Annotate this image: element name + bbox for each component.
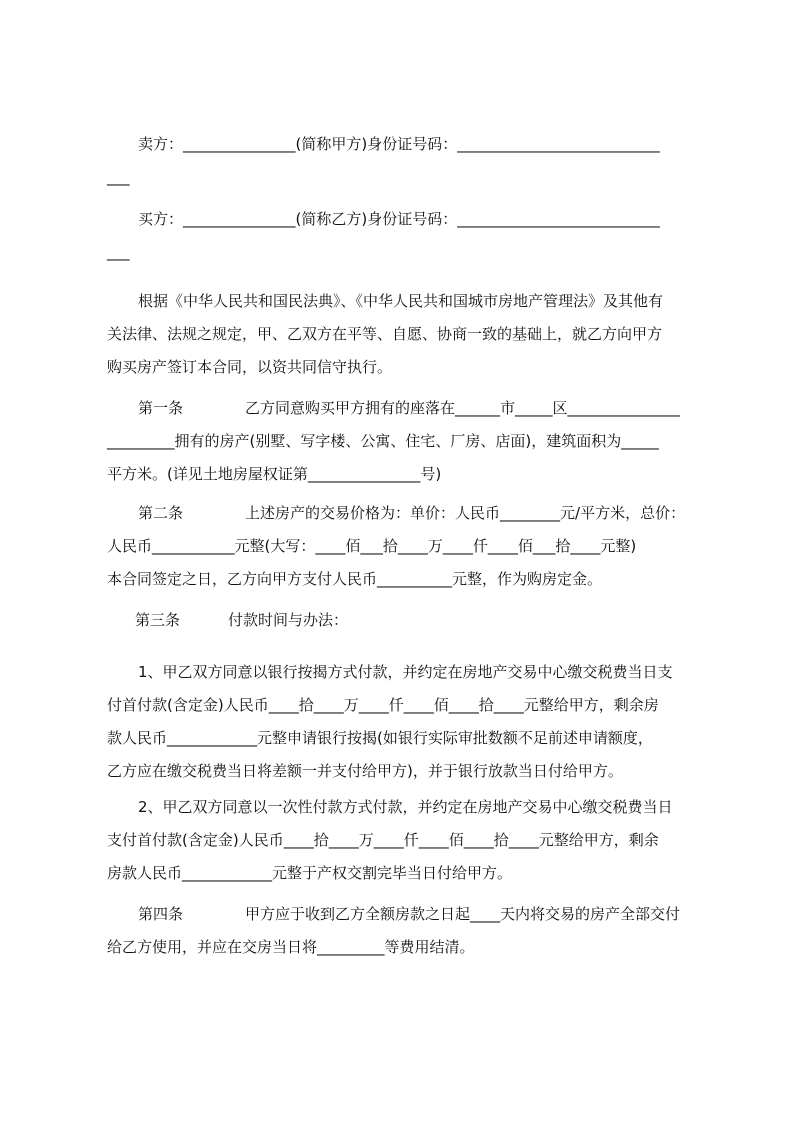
article-2-line-2: 人民币___________元整(大写：____佰___拾____万____仟____佰___拾____元整) <box>107 537 637 555</box>
article-2-heading: 第二条 <box>138 504 184 522</box>
buyer-line-2: ___ <box>107 243 130 261</box>
article-3-title: 付款时间与办法： <box>228 611 349 629</box>
clause-2-line-3: 房款人民币____________元整于产权交割完毕当日付给甲方。 <box>107 864 513 882</box>
article-3 <box>107 604 702 637</box>
clause-2-line-2: 支付首付款(含定金)人民币____拾____万____仟____佰____拾____元整给甲方，剩余 <box>107 831 659 849</box>
article-1 <box>107 392 702 491</box>
clause-1-line-1: 1、甲乙双方同意以银行按揭方式付款，并约定在房地产交易中心缴交税费当日支 <box>138 663 673 681</box>
clause-1-line-3: 款人民币____________元整申请银行按揭(如银行实际审批数额不足前述申请额度， <box>107 729 653 747</box>
seller-line-2: ___ <box>107 168 130 186</box>
article-2-line-1: 上述房产的交易价格为：单价：人民币________元/平方米，总价： <box>245 504 686 522</box>
seller-paragraph <box>107 128 702 194</box>
article-3-heading: 第三条 <box>135 611 181 629</box>
article-1-line-1: 乙方同意购买甲方拥有的座落在______市_____区_______________ <box>245 399 681 417</box>
preamble-line-2: 关法律、法规之规定，甲、乙双方在平等、自愿、协商一致的基础上，就乙方向甲方 <box>107 325 663 343</box>
article-4 <box>107 898 702 964</box>
seller-line-1: 卖方：_______________(简称甲方)身份证号码：___________________________ <box>138 135 660 153</box>
article-2-line-3: 本合同签定之日，乙方向甲方支付人民币__________元整，作为购房定金。 <box>107 570 603 588</box>
preamble-line-3: 购买房产签订本合同，以资共同信守执行。 <box>107 358 393 376</box>
clause-1 <box>107 656 702 788</box>
article-4-heading: 第四条 <box>138 905 184 923</box>
preamble-paragraph <box>107 285 702 384</box>
article-4-line-2: 给乙方使用，并应在交房当日将_________等费用结清。 <box>107 938 475 956</box>
article-1-line-2: _________拥有的房产(别墅、写字楼、公寓、住宅、厂房、店面)，建筑面积为_____ <box>107 432 659 450</box>
buyer-paragraph <box>107 203 702 269</box>
clause-2-line-1: 2、甲乙双方同意以一次性付款方式付款，并约定在房地产交易中心缴交税费当日 <box>138 798 673 816</box>
preamble-line-1: 根据《中华人民共和国民法典》、《中华人民共和国城市房地产管理法》及其他有 <box>138 292 664 310</box>
buyer-line-1: 买方：_______________(简称乙方)身份证号码：___________________________ <box>138 210 660 228</box>
article-1-heading: 第一条 <box>138 399 184 417</box>
article-1-line-3: 平方米。(详见土地房屋权证第_______________号) <box>107 465 442 483</box>
article-2 <box>107 497 702 596</box>
clause-2 <box>107 791 702 890</box>
clause-1-line-2: 付首付款(含定金)人民币____拾____万____仟____佰____拾____元整给甲方，剩余房 <box>107 696 659 714</box>
clause-1-line-4: 乙方应在缴交税费当日将差额一并支付给甲方)，并于银行放款当日付给甲方。 <box>107 762 623 780</box>
article-4-line-1: 甲方应于收到乙方全额房款之日起____天内将交易的房产全部交付 <box>245 905 681 923</box>
